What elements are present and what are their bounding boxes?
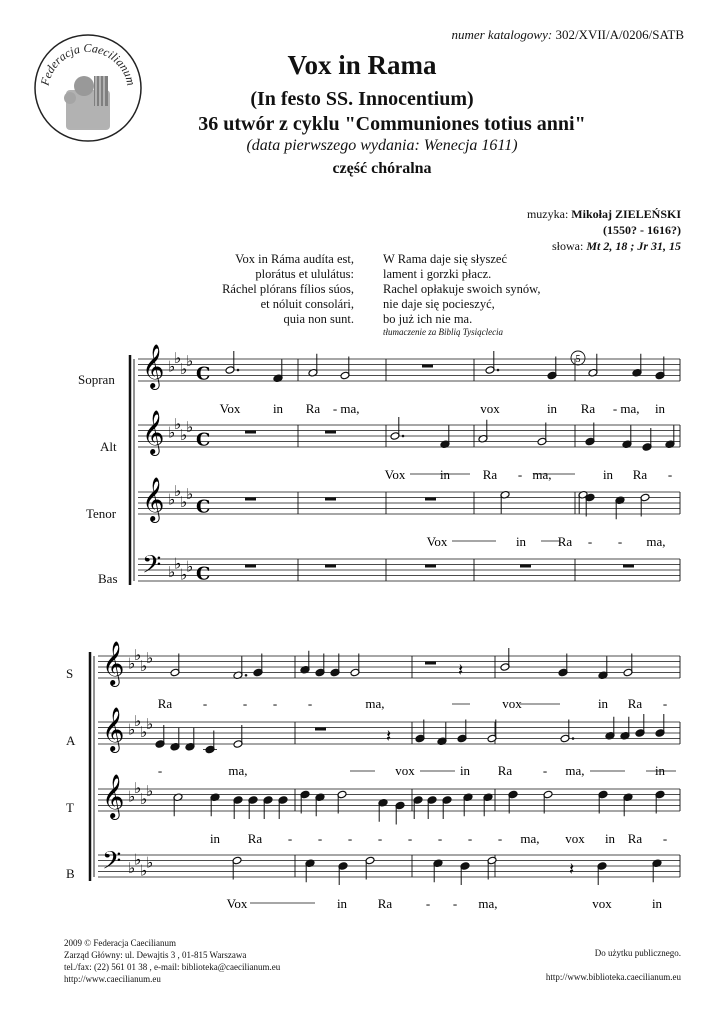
- catalog-prefix: numer katalogowy:: [451, 27, 553, 42]
- flat-icon: ♭: [186, 351, 194, 370]
- voice-label-alt: Alt: [100, 439, 117, 454]
- bass-clef-icon: 𝄢: [142, 550, 162, 586]
- polish-line: bo już ich nie ma.: [383, 312, 473, 326]
- voice-label-s: S: [66, 666, 74, 681]
- lyric-syllable: Ra: [247, 831, 263, 846]
- flat-icon: ♭: [146, 648, 154, 667]
- lyric-syllable: in: [336, 896, 348, 911]
- lyric-syllable: Ra: [377, 896, 393, 911]
- translation-note: tłumaczenie za Biblią Tysiąclecia: [383, 327, 504, 337]
- quarter-rest-icon: 𝄽: [458, 660, 464, 681]
- lyric-syllable: in: [546, 401, 558, 416]
- edition-note: (data pierwszego wydania: Wenecja 1611): [246, 137, 518, 154]
- lyric-syllable: -: [437, 831, 443, 846]
- composer-dates: (1550? - 1616?): [603, 223, 681, 237]
- flat-icon: ♭: [140, 790, 148, 808]
- lyric-syllable: in: [654, 763, 666, 778]
- flat-icon: ♭: [128, 787, 136, 806]
- lyric-syllable: ma,: [228, 763, 248, 778]
- piece-title: Vox in Rama: [287, 50, 437, 80]
- flat-icon: ♭: [186, 557, 194, 576]
- footer-left: [64, 937, 280, 985]
- logo-text: Federacja Caecilianum: [37, 40, 139, 87]
- latin-line: quia non sunt.: [283, 312, 354, 326]
- lyric-syllable: in: [209, 831, 221, 846]
- lyric-syllable: ma,: [646, 534, 666, 549]
- treble-clef-icon: 𝄞: [102, 774, 125, 818]
- flat-icon: ♭: [174, 482, 182, 500]
- lyric-syllable: -: [242, 696, 248, 711]
- lyric-syllable: -: [287, 831, 293, 846]
- lyric-syllable: -: [157, 763, 163, 778]
- lyric-syllable: in: [602, 467, 614, 482]
- note-dot: [497, 369, 500, 372]
- flat-icon: ♭: [180, 565, 188, 584]
- lyric-syllable: in: [459, 763, 471, 778]
- footer-website-link[interactable]: http://www.caecilianum.eu: [64, 974, 161, 984]
- voice-label-b: B: [66, 866, 75, 881]
- lyric-syllable: in: [439, 467, 451, 482]
- voice-label-tenor: Tenor: [86, 506, 117, 521]
- footer-public-use: Do użytku publicznego.: [594, 948, 681, 958]
- composer-credit: muzyka: Mikołaj ZIELEŃSKI: [526, 207, 681, 221]
- whole-rest-icon: [245, 565, 256, 568]
- lyric-syllable: -: [202, 696, 208, 711]
- lyric-syllable: in: [651, 896, 663, 911]
- quarter-rest-icon: 𝄽: [386, 726, 392, 747]
- lyric-syllable: -: [317, 831, 323, 846]
- catalog-value: 302/XVII/A/0206/SATB: [555, 27, 684, 42]
- lyric-syllable: ma,: [478, 896, 498, 911]
- whole-rest-icon: [520, 565, 531, 568]
- lyric-syllable: ma,: [620, 401, 640, 416]
- lyric-syllable: vox: [502, 696, 522, 711]
- lyric-syllable: Ra: [632, 467, 648, 482]
- lyric-syllable: Ra: [627, 831, 643, 846]
- treble-clef-icon: 𝄞: [102, 641, 125, 685]
- flat-icon: ♭: [174, 554, 182, 573]
- lyric-syllable: ma,: [565, 763, 585, 778]
- flat-icon: ♭: [180, 426, 188, 444]
- flat-icon: ♭: [146, 853, 154, 872]
- lyric-syllable: ma,: [365, 696, 385, 711]
- lyric-syllable: -: [307, 696, 313, 711]
- flat-icon: ♭: [134, 779, 142, 797]
- piece-subtitle: (In festo SS. Innocentium): [250, 88, 474, 110]
- whole-rest-icon: [325, 431, 336, 434]
- footer-contact: tel./fax: (22) 561 01 38 , e-mail: biblioteka@caecilianum.eu: [64, 962, 281, 972]
- latin-line: Vox in Ráma audíta est,: [235, 252, 354, 266]
- lyric-syllable: Ra: [627, 696, 643, 711]
- whole-rest-icon: [623, 565, 634, 568]
- quarter-rest-icon: 𝄽: [569, 859, 575, 880]
- lyric-syllable: ma,: [340, 401, 360, 416]
- treble-clef-icon: 𝄞: [142, 410, 165, 454]
- time-signature-c: C: [196, 563, 211, 585]
- lyric-syllable: Ra: [305, 401, 321, 416]
- lyric-syllable: -: [272, 696, 278, 711]
- voice-label-a: A: [66, 733, 76, 748]
- footer-right: [546, 947, 681, 983]
- latin-line: et nóluit consolári,: [260, 297, 354, 311]
- measure-number: 5: [575, 354, 581, 365]
- lyric-syllable: vox: [395, 763, 415, 778]
- time-signature-c: C: [196, 363, 211, 385]
- bass-clef-icon: 𝄢: [102, 846, 122, 882]
- whole-rest-icon: [422, 365, 433, 368]
- lyric-syllable: vox: [565, 831, 585, 846]
- lyric-syllable: -: [662, 696, 668, 711]
- flat-icon: ♭: [180, 360, 188, 378]
- lyric-syllable: -: [425, 896, 431, 911]
- time-signature-c: C: [196, 429, 211, 451]
- flat-icon: ♭: [180, 493, 188, 511]
- flat-icon: ♭: [146, 781, 154, 800]
- voice-label-bas: Bas: [98, 571, 118, 586]
- flat-icon: ♭: [134, 646, 142, 664]
- footer-address: Zarząd Główny: ul. Dewajtis 3 , 01-815 Warszawa: [64, 950, 247, 960]
- lyric-syllable: -: [452, 896, 458, 911]
- composer-name: Mikołaj ZIELEŃSKI: [571, 207, 681, 221]
- lyric-syllable: -: [667, 467, 673, 482]
- footer-copyright: 2009 © Federacja Caecilianum: [64, 938, 177, 948]
- lyric-syllable: Vox: [226, 896, 248, 911]
- lyric-syllable: -: [497, 831, 503, 846]
- lyric-syllable: in: [272, 401, 284, 416]
- lyric-syllable: Vox: [426, 534, 448, 549]
- lyric-syllable: ma,: [520, 831, 540, 846]
- whole-rest-icon: [325, 565, 336, 568]
- flat-icon: ♭: [128, 720, 136, 739]
- treble-clef-icon: 𝄞: [142, 477, 165, 521]
- flat-icon: ♭: [168, 562, 176, 581]
- lyric-syllable: in: [515, 534, 527, 549]
- latin-line: Ráchel plórans fílios súos,: [222, 282, 354, 296]
- text-source-ref: Mt 2, 18 ; Jr 31, 15: [586, 239, 681, 253]
- lyric-syllable: Ra: [557, 534, 573, 549]
- lyric-syllable: -: [662, 831, 668, 846]
- note-dot: [245, 674, 248, 677]
- polish-line: nie daje się pocieszyć,: [383, 297, 495, 311]
- flat-icon: ♭: [134, 850, 142, 869]
- flat-icon: ♭: [140, 723, 148, 741]
- lyric-syllable: in: [604, 831, 616, 846]
- flat-icon: ♭: [168, 490, 176, 509]
- lyric-syllable: Ra: [482, 467, 498, 482]
- lyric-syllable: -: [617, 534, 623, 549]
- lyric-syllable: Ra: [580, 401, 596, 416]
- lyric-syllable: -: [612, 401, 618, 416]
- whole-rest-icon: [325, 498, 336, 501]
- whole-rest-icon: [425, 498, 436, 501]
- whole-rest-icon: [425, 565, 436, 568]
- footer-library-link[interactable]: http://www.biblioteka.caecilianum.eu: [545, 972, 681, 982]
- lyric-syllable: -: [587, 534, 593, 549]
- notes: [155, 351, 675, 885]
- lyric-syllable: -: [407, 831, 413, 846]
- whole-rest-icon: [245, 498, 256, 501]
- flat-icon: ♭: [140, 657, 148, 675]
- flat-icon: ♭: [186, 417, 194, 436]
- latin-line: plorátus et ululátus:: [255, 267, 354, 281]
- lyric-syllable: Ra: [157, 696, 173, 711]
- lyric-syllable: Vox: [219, 401, 241, 416]
- flat-icon: ♭: [168, 423, 176, 442]
- lyric-syllable: vox: [592, 896, 612, 911]
- flat-icon: ♭: [128, 654, 136, 673]
- polish-line: W Rama daje się słyszeć: [383, 252, 508, 266]
- lyric-syllable: -: [332, 401, 338, 416]
- lyric-syllable: in: [654, 401, 666, 416]
- whole-rest-icon: [315, 728, 326, 731]
- treble-clef-icon: 𝄞: [102, 707, 125, 751]
- flat-icon: ♭: [140, 861, 148, 880]
- lyric-syllable: in: [597, 696, 609, 711]
- flat-icon: ♭: [128, 858, 136, 877]
- lyric-syllable: -: [517, 467, 523, 482]
- lyric-syllable: vox: [480, 401, 500, 416]
- flat-icon: ♭: [146, 714, 154, 733]
- time-signature-c: C: [196, 496, 211, 518]
- note-dot: [402, 435, 405, 438]
- note-dot: [572, 737, 575, 740]
- part-label: część chóralna: [332, 160, 432, 177]
- polish-line: lament i gorzki płacz.: [383, 267, 492, 281]
- polish-line: Rachel opłakuje swoich synów,: [383, 282, 541, 296]
- note-dot: [237, 369, 240, 372]
- text-source: słowa: Mt 2, 18 ; Jr 31, 15: [551, 239, 681, 253]
- whole-rest-icon: [245, 431, 256, 434]
- voice-label-sopran: Sopran: [78, 372, 115, 387]
- cycle-title: 36 utwór z cyklu "Communiones totius anni": [198, 113, 586, 135]
- voice-label-t: T: [66, 800, 74, 815]
- lyric-syllable: Ra: [497, 763, 513, 778]
- flat-icon: ♭: [174, 349, 182, 367]
- lyric-syllable: -: [467, 831, 473, 846]
- treble-clef-icon: 𝄞: [142, 344, 165, 388]
- lyric-syllable: ma,: [532, 467, 552, 482]
- lyric-syllable: -: [377, 831, 383, 846]
- flat-icon: ♭: [186, 484, 194, 503]
- whole-rest-icon: [425, 662, 436, 665]
- flat-icon: ♭: [174, 415, 182, 433]
- flat-icon: ♭: [168, 357, 176, 376]
- lyric-syllable: Vox: [384, 467, 406, 482]
- flat-icon: ♭: [134, 712, 142, 730]
- lyric-syllable: -: [347, 831, 353, 846]
- lyric-syllable: -: [542, 763, 548, 778]
